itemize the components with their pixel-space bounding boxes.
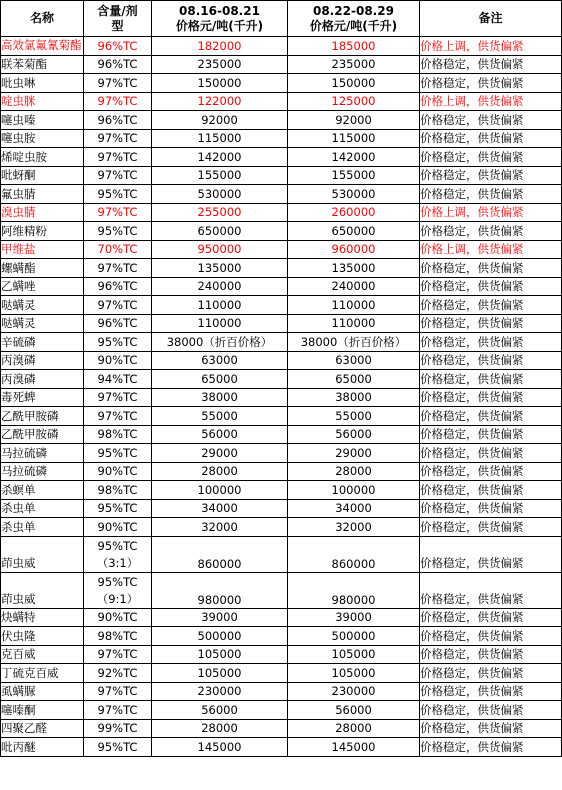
cell-price-period1: 530000: [152, 185, 288, 204]
cell-price-period2: 145000: [288, 738, 420, 757]
cell-price-period1: 39000: [152, 608, 288, 627]
cell-price-period2: 63000: [288, 351, 420, 370]
table-row: [1, 222, 562, 241]
cell-price-period1: 145000: [152, 738, 288, 757]
table-row: [1, 351, 562, 370]
table-row: [1, 608, 562, 627]
cell-price-period2: 115000: [288, 129, 420, 148]
cell-spec: 97%TC: [84, 92, 152, 111]
cell-price-period1: 32000: [152, 518, 288, 537]
cell-price-period1: 182000: [152, 37, 288, 56]
cell-name: 吡蚜酮: [1, 166, 84, 185]
cell-price-period2: 34000: [288, 499, 420, 518]
table-row: [1, 627, 562, 646]
cell-price-period2: 39000: [288, 608, 420, 627]
cell-name: 噻虫嗪: [1, 111, 84, 130]
table-row: [1, 296, 562, 315]
cell-spec: 99%TC: [84, 719, 152, 738]
cell-price-period1: 34000: [152, 499, 288, 518]
cell-spec: 90%TC: [84, 351, 152, 370]
cell-price-period2: 56000: [288, 701, 420, 720]
table-row: [1, 518, 562, 537]
cell-price-period1: 28000: [152, 719, 288, 738]
cell-note: 价格稳定，供货偏紧: [420, 129, 562, 148]
cell-name: 烯啶虫胺: [1, 148, 84, 167]
cell-spec: 97%TC: [84, 388, 152, 407]
cell-spec: 97%TC: [84, 682, 152, 701]
cell-price-period2: 960000: [288, 240, 420, 259]
cell-note: 价格稳定，供货偏紧: [420, 314, 562, 333]
cell-price-period1: 115000: [152, 129, 288, 148]
cell-price-period1: 235000: [152, 55, 288, 74]
cell-note: 价格稳定，供货偏紧: [420, 664, 562, 683]
table-row: [1, 55, 562, 74]
cell-price-period2: 32000: [288, 518, 420, 537]
cell-price-period2: 155000: [288, 166, 420, 185]
cell-name: 炔螨特: [1, 608, 84, 627]
cell-note: 价格上调，供货偏紧: [420, 203, 562, 222]
cell-price-period1: 100000: [152, 481, 288, 500]
cell-note: 价格上调，供货偏紧: [420, 92, 562, 111]
cell-note: 价格稳定，供货偏紧: [420, 277, 562, 296]
cell-note: 价格稳定，供货偏紧: [420, 645, 562, 664]
cell-spec-content: 95%TC: [97, 574, 138, 589]
cell-note: 价格稳定，供货偏紧: [420, 388, 562, 407]
cell-price-period1: 110000: [152, 314, 288, 333]
cell-name: 茚虫威: [1, 536, 84, 572]
cell-name: 哒螨灵: [1, 296, 84, 315]
cell-price-period2: 235000: [288, 55, 420, 74]
cell-name: 哒螨灵: [1, 314, 84, 333]
cell-name: 克百威: [1, 645, 84, 664]
table-row: [1, 701, 562, 720]
cell-spec: 95%TC: [84, 333, 152, 352]
cell-spec: 97%TC: [84, 407, 152, 426]
cell-price-period1: 55000: [152, 407, 288, 426]
cell-name: 螺螨酯: [1, 259, 84, 278]
cell-name: 溴虫腈: [1, 203, 84, 222]
cell-price-period2: 530000: [288, 185, 420, 204]
cell-price-period1: 110000: [152, 296, 288, 315]
cell-price-period2: 38000（折百价格）: [288, 333, 420, 352]
table-row: [1, 148, 562, 167]
cell-spec: 97%TC: [84, 148, 152, 167]
cell-name: 阿维精粉: [1, 222, 84, 241]
header-spec: 含量/剂 型: [84, 1, 152, 37]
cell-price-period2: 110000: [288, 314, 420, 333]
table-row: [1, 92, 562, 111]
cell-price-period2: 55000: [288, 407, 420, 426]
cell-spec: 96%TC: [84, 277, 152, 296]
header-row: [1, 1, 562, 37]
cell-spec: 97%TC: [84, 129, 152, 148]
table-row: [1, 240, 562, 259]
cell-price-period1: 155000: [152, 166, 288, 185]
cell-note: 价格稳定，供货偏紧: [420, 425, 562, 444]
cell-spec-ratio: （9:1）: [96, 591, 139, 606]
header-note: 备注: [420, 1, 562, 37]
header-name: 名称: [1, 1, 84, 37]
cell-spec: 98%TC: [84, 425, 152, 444]
cell-name: 啶虫脒: [1, 92, 84, 111]
table-row: [1, 203, 562, 222]
cell-name: 氟虫腈: [1, 185, 84, 204]
cell-price-period1: 28000: [152, 462, 288, 481]
cell-price-period2: 65000: [288, 370, 420, 389]
cell-spec: 97%TC: [84, 645, 152, 664]
table-row: [1, 572, 562, 608]
cell-note: 价格稳定，供货偏紧: [420, 499, 562, 518]
cell-price-period2: 135000: [288, 259, 420, 278]
cell-name: 乙酰甲胺磷: [1, 407, 84, 426]
cell-price-period2: 500000: [288, 627, 420, 646]
cell-note: 价格稳定，供货偏紧: [420, 627, 562, 646]
header-period1-price: 08.16-08.21 价格元/吨(千升): [152, 1, 288, 37]
cell-name: 吡虫啉: [1, 74, 84, 93]
cell-price-period2: 100000: [288, 481, 420, 500]
cell-note: 价格上调，供货偏紧: [420, 37, 562, 56]
cell-note: 价格稳定，供货偏紧: [420, 74, 562, 93]
table-row: [1, 444, 562, 463]
cell-price-period1: 29000: [152, 444, 288, 463]
cell-note: 价格稳定，供货偏紧: [420, 444, 562, 463]
cell-price-period2: 56000: [288, 425, 420, 444]
table-body: [1, 37, 562, 757]
cell-price-period1: 38000: [152, 388, 288, 407]
cell-price-period1: 255000: [152, 203, 288, 222]
cell-name: 辛硫磷: [1, 333, 84, 352]
table-row: [1, 277, 562, 296]
cell-price-period1: 105000: [152, 664, 288, 683]
cell-price-period1: 230000: [152, 682, 288, 701]
cell-name: 丙溴磷: [1, 351, 84, 370]
table-row: [1, 536, 562, 572]
cell-price-period1: 150000: [152, 74, 288, 93]
cell-note: 价格稳定，供货偏紧: [420, 738, 562, 757]
cell-price-period2: 240000: [288, 277, 420, 296]
cell-note: 价格稳定，供货偏紧: [420, 351, 562, 370]
cell-name: 甲维盐: [1, 240, 84, 259]
cell-spec: 97%TC: [84, 701, 152, 720]
table-row: [1, 74, 562, 93]
cell-spec: 70%TC: [84, 240, 152, 259]
cell-price-period1: 105000: [152, 645, 288, 664]
cell-note: 价格稳定，供货偏紧: [420, 370, 562, 389]
cell-spec: 96%TC: [84, 37, 152, 56]
cell-name: 丁硫克百威: [1, 664, 84, 683]
cell-spec: 97%TC: [84, 166, 152, 185]
cell-spec: 95%TC: [84, 444, 152, 463]
cell-name: 丙溴磷: [1, 370, 84, 389]
cell-price-period2: 125000: [288, 92, 420, 111]
table-row: [1, 719, 562, 738]
cell-name: 吡丙醚: [1, 738, 84, 757]
table-row: [1, 407, 562, 426]
cell-note: 价格上调，供货偏紧: [420, 240, 562, 259]
cell-note: 价格稳定，供货偏紧: [420, 407, 562, 426]
cell-price-period2: 142000: [288, 148, 420, 167]
table-row: [1, 166, 562, 185]
cell-name: 高效氯氟氰菊酯: [1, 37, 84, 56]
cell-note: 价格稳定，供货偏紧: [420, 222, 562, 241]
cell-spec: 95%TC: [84, 185, 152, 204]
cell-name: 杀虫单: [1, 499, 84, 518]
table-row: [1, 425, 562, 444]
cell-price-period1: 240000: [152, 277, 288, 296]
table-row: [1, 388, 562, 407]
cell-spec: 92%TC: [84, 664, 152, 683]
cell-spec: 95%TC: [84, 499, 152, 518]
cell-name: 茚虫威: [1, 572, 84, 608]
cell-spec-ratio: （3:1）: [96, 555, 139, 570]
cell-spec: 94%TC: [84, 370, 152, 389]
cell-spec: 90%TC: [84, 608, 152, 627]
cell-price-period1: 500000: [152, 627, 288, 646]
table-row: [1, 462, 562, 481]
cell-spec-content: 95%TC: [97, 538, 138, 553]
cell-price-period2: 860000: [288, 536, 420, 572]
cell-spec: 97%TC: [84, 296, 152, 315]
cell-spec: 97%TC: [84, 203, 152, 222]
table-row: [1, 129, 562, 148]
cell-price-period1: 65000: [152, 370, 288, 389]
cell-price-period1: 650000: [152, 222, 288, 241]
table-row: [1, 682, 562, 701]
cell-price-period1: 92000: [152, 111, 288, 130]
cell-name: 毒死蜱: [1, 388, 84, 407]
cell-price-period2: 92000: [288, 111, 420, 130]
cell-price-period2: 230000: [288, 682, 420, 701]
cell-spec: 96%TC: [84, 111, 152, 130]
cell-price-period2: 105000: [288, 664, 420, 683]
cell-price-period1: 122000: [152, 92, 288, 111]
table-row: [1, 185, 562, 204]
cell-price-period2: 105000: [288, 645, 420, 664]
cell-price-period1: 56000: [152, 425, 288, 444]
cell-note: 价格稳定，供货偏紧: [420, 719, 562, 738]
cell-note: 价格稳定，供货偏紧: [420, 481, 562, 500]
cell-name: 马拉硫磷: [1, 444, 84, 463]
cell-spec: [84, 536, 152, 572]
cell-price-period1: 950000: [152, 240, 288, 259]
cell-name: 乙酰甲胺磷: [1, 425, 84, 444]
cell-price-period2: 260000: [288, 203, 420, 222]
cell-price-period2: 980000: [288, 572, 420, 608]
cell-note: 价格稳定，供货偏紧: [420, 55, 562, 74]
cell-name: 乙螨唑: [1, 277, 84, 296]
cell-price-period2: 28000: [288, 462, 420, 481]
cell-name: 马拉硫磷: [1, 462, 84, 481]
cell-name: 杀螟单: [1, 481, 84, 500]
cell-price-period2: 38000: [288, 388, 420, 407]
table-row: [1, 111, 562, 130]
cell-price-period2: 150000: [288, 74, 420, 93]
cell-price-period1: 135000: [152, 259, 288, 278]
cell-spec: 95%TC: [84, 222, 152, 241]
cell-price-period2: 650000: [288, 222, 420, 241]
cell-name: 伏虫隆: [1, 627, 84, 646]
table-row: [1, 314, 562, 333]
table-row: [1, 645, 562, 664]
table-row: [1, 37, 562, 56]
table-row: [1, 738, 562, 757]
cell-spec: 98%TC: [84, 481, 152, 500]
table-row: [1, 333, 562, 352]
cell-price-period1: 38000（折百价格）: [152, 333, 288, 352]
cell-price-period2: 185000: [288, 37, 420, 56]
cell-name: 噻虫胺: [1, 129, 84, 148]
cell-spec: 90%TC: [84, 518, 152, 537]
cell-note: 价格稳定，供货偏紧: [420, 572, 562, 608]
table-row: [1, 664, 562, 683]
cell-note: 价格稳定，供货偏紧: [420, 682, 562, 701]
table-row: [1, 481, 562, 500]
cell-price-period1: 860000: [152, 536, 288, 572]
cell-name: 四聚乙醛: [1, 719, 84, 738]
cell-note: 价格稳定，供货偏紧: [420, 148, 562, 167]
cell-note: 价格稳定，供货偏紧: [420, 111, 562, 130]
header-period2-price: 08.22-08.29 价格元/吨(千升): [288, 1, 420, 37]
cell-spec: [84, 572, 152, 608]
cell-name: 噻嗪酮: [1, 701, 84, 720]
cell-note: 价格稳定，供货偏紧: [420, 701, 562, 720]
cell-note: 价格稳定，供货偏紧: [420, 259, 562, 278]
cell-spec: 95%TC: [84, 738, 152, 757]
cell-price-period1: 142000: [152, 148, 288, 167]
cell-note: 价格稳定，供货偏紧: [420, 296, 562, 315]
cell-price-period1: 56000: [152, 701, 288, 720]
cell-note: 价格稳定，供货偏紧: [420, 536, 562, 572]
cell-price-period1: 980000: [152, 572, 288, 608]
cell-note: 价格稳定，供货偏紧: [420, 462, 562, 481]
cell-price-period2: 110000: [288, 296, 420, 315]
table-row: [1, 499, 562, 518]
cell-note: 价格稳定，供货偏紧: [420, 185, 562, 204]
cell-spec: 96%TC: [84, 55, 152, 74]
cell-note: 价格稳定，供货偏紧: [420, 608, 562, 627]
cell-spec: 98%TC: [84, 627, 152, 646]
cell-note: 价格稳定，供货偏紧: [420, 166, 562, 185]
cell-name: 虱螨脲: [1, 682, 84, 701]
table-row: [1, 259, 562, 278]
cell-note: 价格稳定，供货偏紧: [420, 518, 562, 537]
cell-name: 联苯菊酯: [1, 55, 84, 74]
cell-name: 杀虫单: [1, 518, 84, 537]
cell-spec: 96%TC: [84, 314, 152, 333]
table-row: [1, 370, 562, 389]
cell-price-period2: 29000: [288, 444, 420, 463]
cell-price-period2: 28000: [288, 719, 420, 738]
cell-note: 价格稳定，供货偏紧: [420, 333, 562, 352]
cell-spec: 97%TC: [84, 74, 152, 93]
cell-spec: 97%TC: [84, 259, 152, 278]
cell-spec: 90%TC: [84, 462, 152, 481]
cell-price-period1: 63000: [152, 351, 288, 370]
